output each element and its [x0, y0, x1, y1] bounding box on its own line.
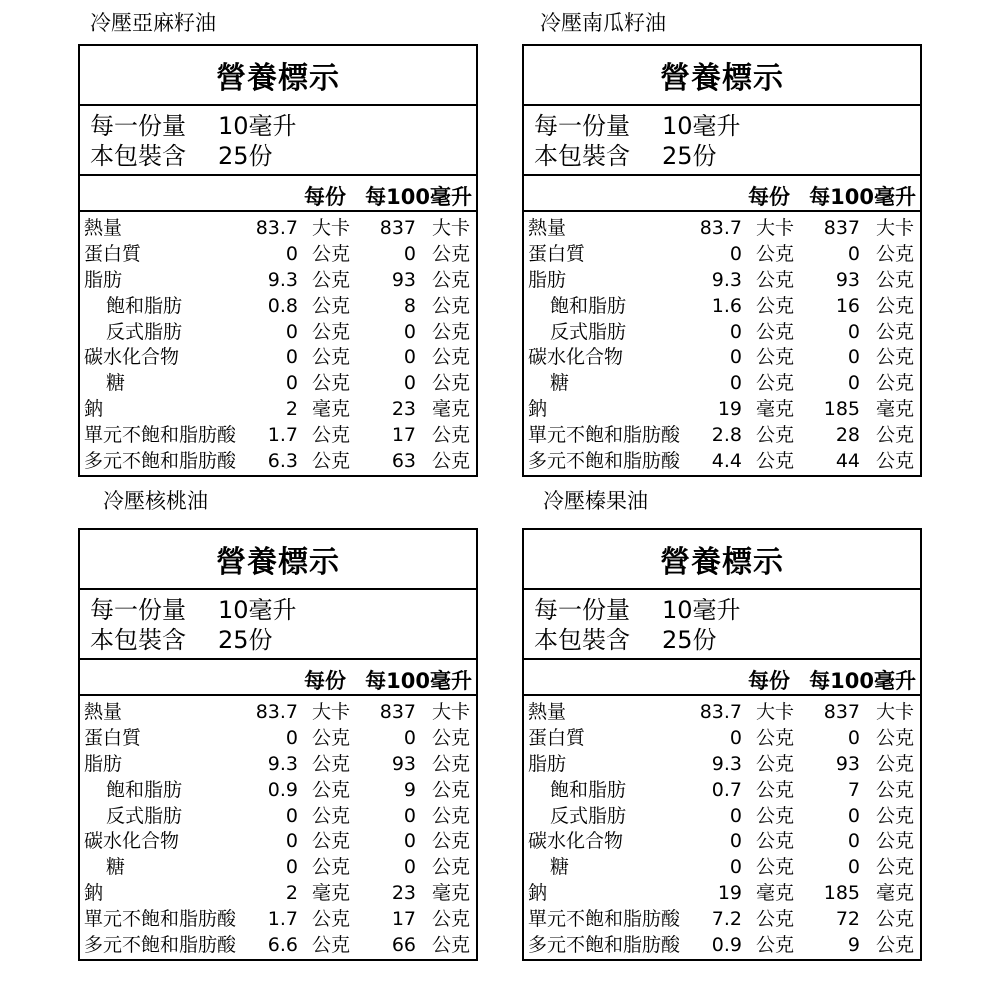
- per-100ml-value: 17: [391, 424, 416, 447]
- per-serving-value: 0.8: [267, 294, 298, 317]
- nutrient-name: 碳水化合物: [84, 830, 180, 853]
- label-heading: 營養標示: [80, 46, 476, 106]
- nutrient-row: [80, 449, 476, 475]
- nutrient-rows: [524, 696, 920, 959]
- per-serving-value: 0: [729, 242, 742, 265]
- serving-value: 10毫升: [662, 112, 741, 140]
- serving-line: [534, 141, 920, 171]
- per-100ml-value: 837: [379, 701, 416, 723]
- per-100ml-unit: 公克: [876, 778, 915, 801]
- per-100ml-value: 66: [391, 934, 416, 957]
- per-serving-value: 1.6: [711, 294, 742, 317]
- per-serving-value: 1.7: [267, 424, 298, 447]
- per-serving-value: 0: [285, 804, 298, 827]
- per-100ml-value: 28: [835, 424, 860, 447]
- serving-line: [90, 625, 476, 655]
- serving-value: 10毫升: [662, 596, 741, 624]
- per-100ml-value: 23: [391, 398, 416, 421]
- per-100ml-value: 0: [403, 346, 416, 369]
- per-serving-unit: 毫克: [756, 882, 795, 905]
- nutrient-row: [524, 294, 920, 320]
- nutrient-name: 蛋白質: [528, 726, 586, 749]
- per-100ml-value: 0: [403, 726, 416, 749]
- nutrient-name: 碳水化合物: [528, 830, 624, 853]
- per-serving-unit: 公克: [312, 424, 351, 447]
- per-100ml-unit: 毫克: [432, 398, 471, 421]
- per-100ml-value: 185: [823, 882, 860, 905]
- per-100ml-unit: 公克: [432, 450, 471, 473]
- nutrient-name: 單元不飽和脂肪酸: [84, 908, 237, 931]
- per-100ml-value: 9: [403, 778, 416, 801]
- nutrient-name: 脂肪: [84, 752, 123, 775]
- per-100ml-value: 837: [379, 217, 416, 239]
- per-100ml-unit: 公克: [432, 778, 471, 801]
- serving-key: 每一份量: [534, 112, 630, 140]
- per-serving-unit: 公克: [312, 804, 351, 827]
- per-serving-unit: 公克: [756, 242, 795, 265]
- serving-line: [534, 111, 920, 141]
- per-100ml-unit: 公克: [432, 294, 471, 317]
- per-100ml-value: 0: [847, 856, 860, 879]
- per-100ml-value: 0: [403, 372, 416, 395]
- per-100ml-header: 每100毫升: [365, 669, 472, 693]
- per-serving-unit: 公克: [312, 856, 351, 879]
- per-serving-value: 0: [285, 726, 298, 749]
- nutrient-row: [524, 345, 920, 371]
- nutrient-name: 蛋白質: [84, 726, 142, 749]
- per-serving-unit: 大卡: [312, 701, 351, 723]
- per-100ml-value: 0: [847, 804, 860, 827]
- nutrient-row: [80, 907, 476, 933]
- per-serving-value: 0: [729, 372, 742, 395]
- per-serving-value: 0: [285, 346, 298, 369]
- product-title: 冷壓南瓜籽油: [540, 11, 666, 35]
- column-headers: [524, 176, 920, 212]
- per-100ml-unit: 大卡: [432, 701, 471, 723]
- nutrient-name: 鈉: [528, 398, 548, 421]
- per-serving-unit: 大卡: [756, 217, 795, 239]
- per-100ml-value: 0: [847, 830, 860, 853]
- per-serving-header: 每份: [748, 185, 790, 209]
- per-100ml-unit: 公克: [432, 804, 471, 827]
- per-100ml-value: 72: [835, 908, 860, 931]
- per-serving-unit: 公克: [312, 726, 351, 749]
- nutrient-name: 熱量: [84, 217, 123, 239]
- nutrient-row: [524, 726, 920, 752]
- per-serving-unit: 公克: [312, 752, 351, 775]
- per-serving-unit: 大卡: [756, 701, 795, 723]
- per-100ml-unit: 公克: [876, 242, 915, 265]
- per-serving-unit: 公克: [312, 934, 351, 957]
- nutrition-label: [78, 528, 478, 961]
- nutrient-rows: [80, 696, 476, 959]
- per-serving-value: 0: [729, 346, 742, 369]
- per-serving-value: 83.7: [255, 701, 298, 723]
- serving-value: 25份: [662, 626, 717, 654]
- per-serving-unit: 公克: [756, 320, 795, 343]
- per-serving-value: 1.7: [267, 908, 298, 931]
- nutrient-row: [524, 778, 920, 804]
- serving-key: 本包裝含: [90, 626, 186, 654]
- serving-value: 10毫升: [218, 112, 297, 140]
- per-serving-value: 0: [729, 320, 742, 343]
- per-serving-value: 83.7: [255, 217, 298, 239]
- column-headers: [80, 176, 476, 212]
- per-100ml-value: 0: [847, 372, 860, 395]
- per-100ml-unit: 大卡: [432, 217, 471, 239]
- nutrient-name: 糖: [550, 856, 570, 879]
- per-100ml-unit: 公克: [876, 830, 915, 853]
- serving-value: 25份: [662, 142, 717, 170]
- nutrient-name: 脂肪: [84, 268, 123, 291]
- per-serving-unit: 公克: [756, 856, 795, 879]
- per-100ml-unit: 大卡: [876, 217, 915, 239]
- nutrient-row: [80, 216, 476, 242]
- nutrient-row: [80, 700, 476, 726]
- per-serving-value: 6.3: [267, 450, 298, 473]
- per-100ml-value: 0: [403, 320, 416, 343]
- per-100ml-value: 185: [823, 398, 860, 421]
- per-serving-value: 0.9: [711, 934, 742, 957]
- per-100ml-value: 0: [403, 804, 416, 827]
- per-100ml-value: 93: [835, 752, 860, 775]
- nutrient-name: 飽和脂肪: [106, 294, 183, 317]
- per-100ml-value: 0: [847, 320, 860, 343]
- nutrition-label: [522, 528, 922, 961]
- per-100ml-unit: 公克: [432, 830, 471, 853]
- per-serving-value: 19: [717, 882, 742, 905]
- per-100ml-unit: 公克: [876, 752, 915, 775]
- nutrient-rows: [80, 212, 476, 475]
- serving-line: [534, 625, 920, 655]
- per-serving-value: 0: [285, 830, 298, 853]
- nutrient-name: 反式脂肪: [550, 804, 627, 827]
- nutrient-row: [524, 242, 920, 268]
- nutrient-name: 蛋白質: [528, 242, 586, 265]
- per-100ml-value: 16: [835, 294, 860, 317]
- per-100ml-value: 0: [847, 242, 860, 265]
- nutrient-row: [524, 907, 920, 933]
- per-serving-unit: 公克: [756, 346, 795, 369]
- nutrient-name: 多元不飽和脂肪酸: [528, 934, 681, 957]
- nutrient-row: [524, 829, 920, 855]
- per-serving-unit: 公克: [312, 908, 351, 931]
- per-100ml-unit: 公克: [876, 450, 915, 473]
- serving-key: 本包裝含: [534, 626, 630, 654]
- nutrient-row: [524, 881, 920, 907]
- per-serving-unit: 公克: [756, 268, 795, 291]
- per-serving-unit: 公克: [312, 778, 351, 801]
- per-100ml-unit: 公克: [432, 346, 471, 369]
- per-100ml-unit: 公克: [432, 242, 471, 265]
- per-100ml-unit: 公克: [876, 908, 915, 931]
- per-100ml-unit: 公克: [876, 424, 915, 447]
- nutrient-name: 熱量: [84, 701, 123, 723]
- per-serving-value: 9.3: [711, 268, 742, 291]
- per-100ml-value: 44: [835, 450, 860, 473]
- nutrient-row: [80, 726, 476, 752]
- per-100ml-value: 17: [391, 908, 416, 931]
- per-100ml-unit: 大卡: [876, 701, 915, 723]
- per-100ml-value: 93: [391, 752, 416, 775]
- nutrient-name: 糖: [106, 856, 126, 879]
- per-100ml-unit: 公克: [876, 726, 915, 749]
- per-serving-unit: 公克: [756, 450, 795, 473]
- nutrient-name: 鈉: [84, 398, 104, 421]
- serving-info: [80, 590, 476, 660]
- label-heading: 營養標示: [80, 530, 476, 590]
- per-serving-unit: 公克: [312, 294, 351, 317]
- per-100ml-unit: 毫克: [876, 398, 915, 421]
- per-serving-unit: 毫克: [312, 882, 351, 905]
- nutrient-row: [80, 804, 476, 830]
- per-serving-value: 4.4: [711, 450, 742, 473]
- per-100ml-value: 0: [403, 830, 416, 853]
- nutrient-row: [524, 320, 920, 346]
- per-serving-unit: 公克: [312, 268, 351, 291]
- nutrient-name: 飽和脂肪: [550, 778, 627, 801]
- per-100ml-header: 每100毫升: [809, 669, 916, 693]
- nutrient-row: [524, 397, 920, 423]
- serving-key: 本包裝含: [90, 142, 186, 170]
- per-100ml-value: 93: [391, 268, 416, 291]
- per-100ml-unit: 公克: [432, 908, 471, 931]
- per-serving-unit: 大卡: [312, 217, 351, 239]
- nutrient-row: [80, 778, 476, 804]
- nutrient-name: 脂肪: [528, 752, 567, 775]
- nutrient-row: [80, 829, 476, 855]
- serving-key: 每一份量: [534, 596, 630, 624]
- label-heading: 營養標示: [524, 46, 920, 106]
- per-serving-value: 9.3: [711, 752, 742, 775]
- per-serving-value: 83.7: [699, 701, 742, 723]
- nutrient-name: 多元不飽和脂肪酸: [84, 450, 237, 473]
- per-100ml-unit: 公克: [876, 372, 915, 395]
- nutrient-name: 反式脂肪: [106, 320, 183, 343]
- nutrient-row: [524, 804, 920, 830]
- nutrition-label: [78, 44, 478, 477]
- per-100ml-value: 0: [847, 346, 860, 369]
- nutrient-row: [80, 752, 476, 778]
- nutrient-name: 多元不飽和脂肪酸: [84, 934, 237, 957]
- nutrient-name: 碳水化合物: [84, 346, 180, 369]
- nutrient-row: [80, 268, 476, 294]
- nutrient-name: 反式脂肪: [106, 804, 183, 827]
- per-serving-unit: 公克: [756, 752, 795, 775]
- nutrient-name: 糖: [106, 372, 126, 395]
- nutrient-name: 單元不飽和脂肪酸: [528, 424, 681, 447]
- per-serving-value: 0: [729, 804, 742, 827]
- serving-key: 每一份量: [90, 596, 186, 624]
- nutrient-name: 碳水化合物: [528, 346, 624, 369]
- serving-key: 本包裝含: [534, 142, 630, 170]
- nutrient-row: [80, 242, 476, 268]
- nutrient-name: 反式脂肪: [550, 320, 627, 343]
- per-serving-value: 0: [729, 830, 742, 853]
- nutrient-row: [524, 700, 920, 726]
- per-serving-value: 0: [285, 242, 298, 265]
- per-serving-value: 9.3: [267, 268, 298, 291]
- product-title: 冷壓亞麻籽油: [90, 11, 216, 35]
- nutrient-name: 鈉: [528, 882, 548, 905]
- nutrient-row: [524, 855, 920, 881]
- per-serving-value: 2: [285, 882, 298, 905]
- nutrient-row: [80, 423, 476, 449]
- per-serving-unit: 公克: [312, 242, 351, 265]
- per-serving-unit: 公克: [756, 778, 795, 801]
- per-serving-unit: 公克: [756, 726, 795, 749]
- nutrient-row: [80, 371, 476, 397]
- serving-line: [534, 595, 920, 625]
- per-serving-unit: 公克: [756, 908, 795, 931]
- per-100ml-unit: 公克: [432, 372, 471, 395]
- per-100ml-value: 9: [847, 934, 860, 957]
- per-serving-unit: 公克: [312, 372, 351, 395]
- serving-value: 25份: [218, 142, 273, 170]
- serving-line: [90, 111, 476, 141]
- per-serving-value: 0.9: [267, 778, 298, 801]
- serving-info: [524, 590, 920, 660]
- per-100ml-value: 93: [835, 268, 860, 291]
- per-100ml-unit: 公克: [432, 268, 471, 291]
- nutrient-name: 熱量: [528, 701, 567, 723]
- nutrient-name: 多元不飽和脂肪酸: [528, 450, 681, 473]
- nutrient-name: 單元不飽和脂肪酸: [84, 424, 237, 447]
- per-100ml-value: 0: [847, 726, 860, 749]
- per-serving-unit: 公克: [312, 320, 351, 343]
- nutrient-row: [80, 320, 476, 346]
- per-serving-unit: 公克: [312, 450, 351, 473]
- per-100ml-header: 每100毫升: [809, 185, 916, 209]
- column-headers: [80, 660, 476, 696]
- per-100ml-unit: 公克: [432, 726, 471, 749]
- per-100ml-header: 每100毫升: [365, 185, 472, 209]
- per-serving-unit: 毫克: [312, 398, 351, 421]
- serving-info: [524, 106, 920, 176]
- nutrient-row: [524, 423, 920, 449]
- per-serving-value: 83.7: [699, 217, 742, 239]
- nutrition-label: [522, 44, 922, 477]
- nutrient-row: [524, 216, 920, 242]
- nutrient-name: 蛋白質: [84, 242, 142, 265]
- per-serving-value: 0: [285, 856, 298, 879]
- per-100ml-unit: 公克: [432, 424, 471, 447]
- per-100ml-value: 0: [403, 242, 416, 265]
- nutrient-rows: [524, 212, 920, 475]
- nutrient-row: [524, 268, 920, 294]
- per-100ml-unit: 毫克: [876, 882, 915, 905]
- nutrient-name: 單元不飽和脂肪酸: [528, 908, 681, 931]
- per-100ml-unit: 公克: [876, 320, 915, 343]
- per-serving-unit: 公克: [312, 346, 351, 369]
- per-serving-unit: 公克: [756, 294, 795, 317]
- per-serving-header: 每份: [748, 669, 790, 693]
- per-serving-header: 每份: [304, 185, 346, 209]
- per-serving-unit: 毫克: [756, 398, 795, 421]
- nutrient-name: 糖: [550, 372, 570, 395]
- label-heading: 營養標示: [524, 530, 920, 590]
- per-100ml-unit: 公克: [876, 934, 915, 957]
- per-serving-value: 0: [729, 856, 742, 879]
- per-serving-value: 7.2: [711, 908, 742, 931]
- serving-line: [90, 595, 476, 625]
- per-100ml-value: 7: [847, 778, 860, 801]
- per-serving-value: 0: [285, 372, 298, 395]
- per-100ml-unit: 公克: [876, 804, 915, 827]
- serving-key: 每一份量: [90, 112, 186, 140]
- product-title: 冷壓榛果油: [543, 489, 648, 513]
- nutrient-row: [80, 397, 476, 423]
- per-serving-value: 9.3: [267, 752, 298, 775]
- per-serving-header: 每份: [304, 669, 346, 693]
- per-serving-value: 2: [285, 398, 298, 421]
- serving-line: [90, 141, 476, 171]
- nutrient-row: [524, 449, 920, 475]
- per-serving-value: 0: [285, 320, 298, 343]
- nutrient-row: [524, 752, 920, 778]
- per-100ml-unit: 公克: [432, 320, 471, 343]
- nutrient-name: 飽和脂肪: [106, 778, 183, 801]
- nutrient-name: 鈉: [84, 882, 104, 905]
- nutrient-row: [524, 371, 920, 397]
- nutrient-row: [80, 294, 476, 320]
- per-100ml-value: 63: [391, 450, 416, 473]
- per-serving-value: 2.8: [711, 424, 742, 447]
- per-serving-unit: 公克: [312, 830, 351, 853]
- per-serving-value: 0: [729, 726, 742, 749]
- nutrient-name: 熱量: [528, 217, 567, 239]
- serving-value: 25份: [218, 626, 273, 654]
- per-100ml-unit: 公克: [432, 752, 471, 775]
- nutrient-name: 飽和脂肪: [550, 294, 627, 317]
- per-serving-unit: 公克: [756, 372, 795, 395]
- per-100ml-unit: 公克: [876, 346, 915, 369]
- serving-value: 10毫升: [218, 596, 297, 624]
- per-100ml-unit: 公克: [432, 856, 471, 879]
- per-serving-unit: 公克: [756, 830, 795, 853]
- per-serving-unit: 公克: [756, 804, 795, 827]
- serving-info: [80, 106, 476, 176]
- nutrient-row: [80, 881, 476, 907]
- nutrient-row: [80, 933, 476, 959]
- per-serving-unit: 公克: [756, 424, 795, 447]
- nutrient-row: [524, 933, 920, 959]
- nutrient-row: [80, 855, 476, 881]
- per-100ml-unit: 公克: [876, 294, 915, 317]
- per-serving-value: 0.7: [711, 778, 742, 801]
- nutrient-name: 脂肪: [528, 268, 567, 291]
- per-100ml-value: 8: [403, 294, 416, 317]
- per-serving-value: 6.6: [267, 934, 298, 957]
- per-100ml-value: 0: [403, 856, 416, 879]
- per-100ml-value: 23: [391, 882, 416, 905]
- per-100ml-value: 837: [823, 217, 860, 239]
- per-serving-value: 19: [717, 398, 742, 421]
- column-headers: [524, 660, 920, 696]
- nutrient-row: [80, 345, 476, 371]
- per-100ml-value: 837: [823, 701, 860, 723]
- per-serving-unit: 公克: [756, 934, 795, 957]
- per-100ml-unit: 毫克: [432, 882, 471, 905]
- per-100ml-unit: 公克: [876, 856, 915, 879]
- product-title: 冷壓核桃油: [103, 489, 208, 513]
- per-100ml-unit: 公克: [876, 268, 915, 291]
- per-100ml-unit: 公克: [432, 934, 471, 957]
